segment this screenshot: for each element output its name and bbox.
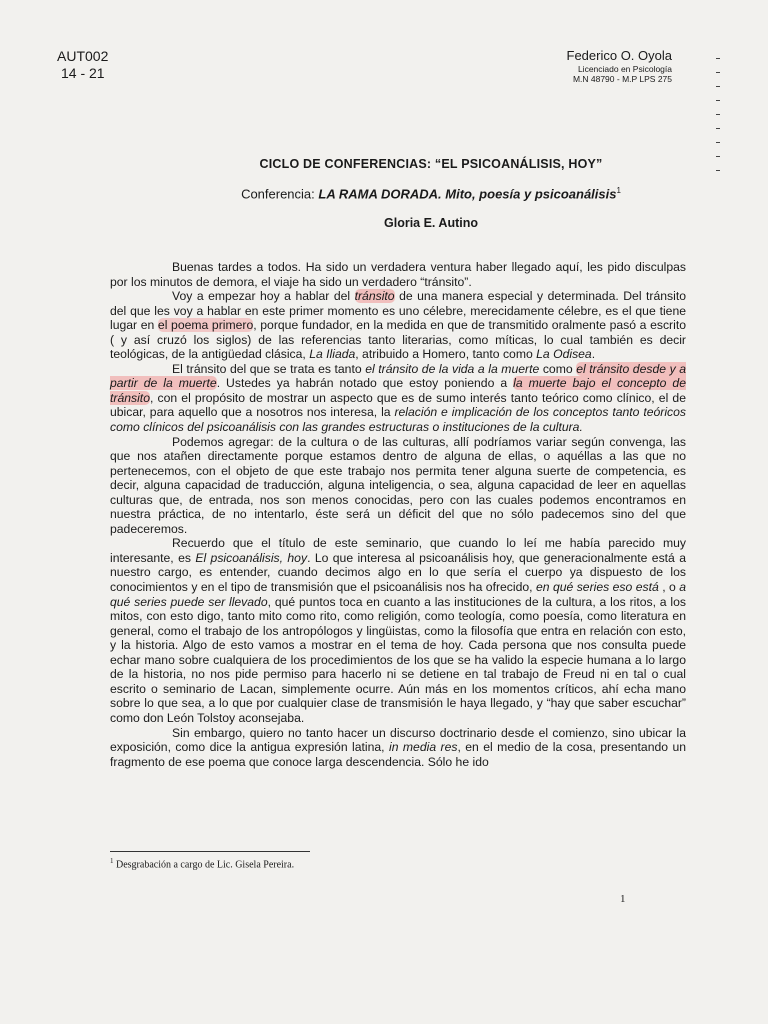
paragraph bbox=[110, 536, 686, 725]
emphasis: en qué series eso está bbox=[535, 580, 659, 595]
emphasis: La Odisea bbox=[536, 347, 592, 362]
author-license: M.N 48790 - M.P LPS 275 bbox=[572, 74, 672, 84]
document-page-range: 14 - 21 bbox=[61, 65, 105, 81]
paragraph-text: , en el medio de la cosa, presentando un fragmento de ese poema que conoce larga descendencia. Sólo he ido bbox=[110, 740, 687, 769]
paragraph-text: Sin embargo, quiero no tanto hacer un discurso doctrinario desde el comienzo, sino ubicar la exposición, como dice la antigua expresión latina, bbox=[110, 725, 686, 755]
emphasis: el tránsito de la vida a la muerte bbox=[365, 361, 540, 376]
document-body bbox=[110, 260, 686, 769]
paragraph-text: , porque fundador, en la medida en que de transmitido oralmente pasó a escrito ( y así cruzó los siglos) de las referencias tanto literarias, como míticas, lo cual también es decir teológicas, de la antigüedad clásica, bbox=[110, 318, 686, 362]
document-title: CICLO DE CONFERENCIAS: “EL PSICOANÁLISIS, HOY” bbox=[259, 157, 603, 171]
highlight: la muerte bajo el concepto de tránsito bbox=[110, 376, 686, 405]
speaker-name: Gloria E. Autino bbox=[384, 216, 478, 230]
paragraph-text: , atribuido a Homero, tanto como bbox=[355, 347, 537, 362]
paragraph-text: . bbox=[591, 347, 596, 362]
footnote-reference: 1 bbox=[616, 186, 621, 195]
paragraph-text: , qué puntos toca en cuanto a las instituciones de la cultura, a los ritos, a los mitos, con esto digo, tanto mito como rito, como religión, como teología, como poesía, como literatura en general, como el trabajo de los antropólogos y lingüistas, como la filosofía que entra en relación con esto, y la historia. Algo de esto vamos a mostrar en el tema de hoy. Cada persona que nos consulta puede echar mano sobre cualquiera de los procedimientos de los que se ha valido la especie humana a lo largo de la historia, no nos pide permiso para hacerlo ni se detiene en tal trabajo de Freud ni en tal o cual escrito o seminario de Lacan, simplemente ocurre. Aún más en los momentos críticos, ahí echa mano sobre lo que sea, a lo que por cualquier clase de transmisión le haya llegado, y “hay que saber escuchar” como don León Tolstoy aconsejaba. bbox=[110, 594, 686, 725]
footnote-divider bbox=[110, 851, 310, 852]
emphasis: a qué series puede ser llevado bbox=[110, 580, 686, 609]
emphasis: El psicoanálisis, hoy bbox=[195, 550, 308, 565]
footnote-text: Desgrabación a cargo de Lic. Gisela Pereira. bbox=[113, 859, 295, 871]
highlight: el tránsito desde y a partir de la muerte bbox=[110, 361, 687, 391]
footnote-marker: 1 bbox=[110, 857, 114, 865]
highlight: tránsito bbox=[354, 289, 395, 304]
paragraph bbox=[110, 260, 686, 289]
paragraph-text: , o bbox=[658, 580, 680, 595]
document-code bbox=[57, 48, 108, 82]
subtitle-emphasis: LA RAMA DORADA. Mito, poesía y psicoanálisis bbox=[318, 186, 617, 202]
footnote bbox=[110, 857, 294, 870]
author-title: Licenciado en Psicología bbox=[577, 64, 672, 74]
paragraph-text: de una manera especial y determinada. Del tránsito del que les voy a hablar en este primer momento es uno célebre, merecidamente célebre, es el que tiene lugar en bbox=[110, 289, 686, 333]
paragraph bbox=[110, 435, 686, 537]
paragraph-text: Buenas tardes a todos. Ha sido un verdadera ventura haber llegado aquí, les pido disculpas por los minutos de demora, el viaje ha sido un verdadero “tránsito”. bbox=[110, 260, 686, 289]
page-number: 1 bbox=[620, 893, 626, 905]
document-subtitle bbox=[0, 186, 768, 201]
paragraph-text: como bbox=[539, 361, 577, 376]
paragraph bbox=[110, 289, 686, 362]
paragraph-text: Recuerdo que el título de este seminario, que cuando lo leí me había parecido muy interesante, es bbox=[110, 536, 686, 565]
paragraph-text: , con el propósito de mostrar un aspecto que es de sumo interés tanto teórico como clínico, el de ubicar, para aquello que a nosotros nos interesa, la bbox=[110, 390, 686, 420]
paragraph-text: Podemos agregar: de la cultura o de las culturas, allí podríamos variar según convenga, las que nos atañen directamente porque estamos dentro de alguna de ellas, o aquéllas a las que no pertenecemos, con el objeto de que este trabajo nos permita tener alguna suerte de competencia, es decir, alguna capacidad de traducción, alguna inteligencia, o sea, alguna capacidad de leer en aquellas culturas que, de entrada, nos son menos conocidas, pero con las cuales podemos encontramos en nuestra práctica, de no intentarlo, éste será un déficit del que no sólo padecemos sino del que padeceremos. bbox=[110, 434, 686, 536]
document-code-id: AUT002 bbox=[57, 48, 109, 64]
emphasis: La Iliada bbox=[309, 347, 356, 362]
paragraph-text: El tránsito del que se trata es tanto bbox=[172, 361, 366, 376]
highlight: el poema primero bbox=[157, 318, 254, 333]
author-name: Federico O. Oyola bbox=[566, 48, 672, 63]
paragraph bbox=[110, 362, 686, 435]
emphasis: relación e implicación de los conceptos tanto teóricos como clínicos del psicoanálisis con las grandes estructuras o instituciones de la cultura. bbox=[110, 405, 686, 435]
paragraph-text: . Lo que interesa al psicoanálisis hoy, que generacionalmente está a nuestro cargo, es entender, cuando decimos algo en lo que sería el cuerpo ya dispuesto de los conocimientos y en el tipo de transmisión que el psicoanálisis nos ha ofrecido, bbox=[110, 550, 686, 595]
subtitle-prefix: Conferencia: bbox=[241, 186, 319, 202]
author-stamp bbox=[567, 48, 673, 84]
paragraph bbox=[110, 726, 686, 770]
emphasis: in media res bbox=[388, 740, 458, 755]
paragraph-text: Voy a empezar hoy a hablar del bbox=[172, 289, 355, 304]
paragraph-text: . Ustedes ya habrán notado que estoy poniendo a bbox=[216, 376, 514, 391]
